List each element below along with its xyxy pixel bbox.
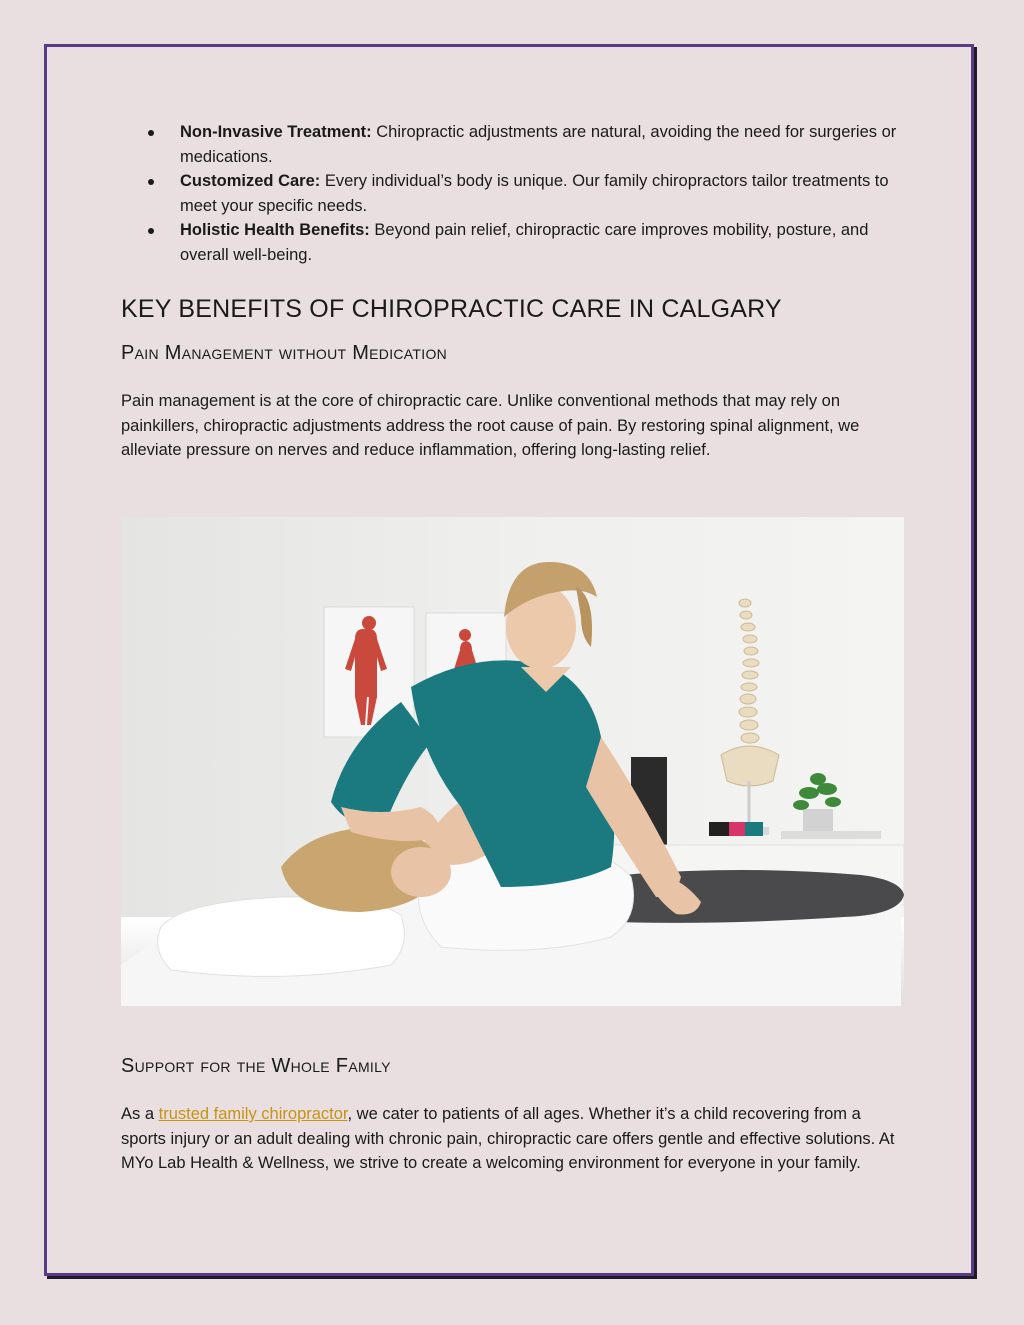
section-heading-pain-management: Pain Management without Medication — [121, 342, 448, 364]
family-support-section — [121, 1052, 906, 1176]
bullet-label: Holistic Health Benefits: — [180, 221, 370, 239]
bullet-label: Customized Care: — [180, 172, 321, 190]
bullet-dot-icon — [148, 228, 154, 234]
section-paragraph-family-support — [121, 1102, 906, 1176]
paragraph-text-start: As a — [121, 1105, 159, 1123]
paragraph-text-end: , we cater to patients of all ages. Whether it’s a child recovering from a sports injury or an adult dealing with chronic pain, chiropractic care offers gentle and effective solutions. At MYo Lab Health & Wellness, we strive to create a welcoming environment for everyone in your family. — [121, 1105, 895, 1172]
list-item — [121, 120, 906, 169]
bullet-text: Chiropractic adjustments are natural, avoiding the need for surgeries or medications. — [180, 123, 897, 166]
main-content — [121, 120, 906, 463]
bullet-text: Every individual’s body is unique. Our family chiropractors tailor treatments to meet your specific needs. — [180, 172, 889, 215]
page-title: KEY BENEFITS OF CHIROPRACTIC CARE IN CALGARY — [121, 295, 782, 323]
list-item — [121, 169, 906, 218]
bullet-dot-icon — [148, 179, 154, 185]
bullet-text: Beyond pain relief, chiropractic care improves mobility, posture, and overall well-being. — [180, 221, 869, 264]
chiropractor-treatment-photo — [121, 517, 904, 1006]
bullet-dot-icon — [148, 130, 154, 136]
section-heading-family-support: Support for the Whole Family — [121, 1055, 391, 1077]
bullet-label: Non-Invasive Treatment: — [180, 123, 372, 141]
section-paragraph-pain-management: Pain management is at the core of chiropractic care. Unlike conventional methods that may rely on painkillers, chiropractic adjustments address the root cause of pain. By restoring spinal alignment, we alleviate pressure on nerves and reduce inflammation, offering long-lasting relief. — [121, 392, 860, 459]
trusted-family-chiropractor-link[interactable]: trusted family chiropractor — [158, 1105, 348, 1123]
benefits-list — [121, 120, 906, 267]
list-item — [121, 218, 906, 267]
